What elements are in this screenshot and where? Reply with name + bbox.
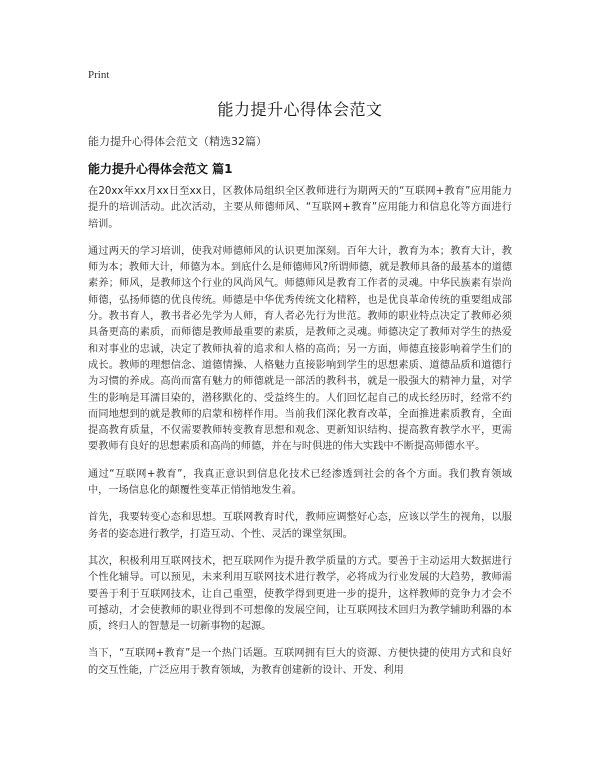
paragraph: 当下，“互联网+教育”是一个热门话题。互联网拥有巨大的资源、方便快捷的使用方式和良好的交互性能，广泛应用于教育领域，为教育创建新的设计、开发、利用 (88, 648, 512, 676)
paragraph: 首先，我要转变心态和思想。互联网教育时代，教师应调整好心态，应该以学生的视角，以服务者的姿态进行教学，打造互动、个性、灵活的课堂氛围。 (88, 512, 512, 540)
paragraph: 其次，积极利用互联网技术，把互联网作为提升教学质量的方式。要善于主动运用大数据进行个性化辅导。可以预见，未来利用互联网技术进行教学，必将成为行业发展的大趋势，教师需要善于利于互联网技术，让自己重塑，使教学得到更进一步的提升，这样教师的竞争力才会不可撼动，才会使教师的职业得到不可想像的发展空间，让互联网技术回归为教学辅助利器的本质，终归人的智慧是一切新事物的起源。 (88, 555, 512, 633)
paragraph: 在20xx年xx月xx日至xx日，区教体局组织全区教师进行为期两天的“互联网+教育”应用能力提升的培训活动。此次活动，主要从师德师风、“互联网+教育”应用能力和信息化等方面进行培训。 (88, 186, 512, 230)
document-body (88, 184, 512, 690)
print-label[interactable]: Print (88, 69, 110, 81)
paragraph: 通过“互联网+教育”，我真正意识到信息化技术已经渗透到社会的各个方面。我们教育领域中，一场信息化的颠覆性变革正悄悄地发生着。 (88, 468, 512, 497)
page-title: 能力提升心得体会范文 (217, 100, 383, 119)
document-subtitle: 能力提升心得体会范文（精选32篇） (88, 135, 267, 148)
paragraph: 通过两天的学习培训，使我对师德师风的认识更加深刻。百年大计，教育为本；教育大计，教师为本；教师大计，师德为本。到底什么是师德师风?所谓师德，就是教师具备的最基本的道德素养；师风，是教师这个行业的风尚风气。师德师风是教育工作者的灵魂。中华民族素有崇尚师德，弘扬师德的优良传统。师德是中华优秀传统文化精粹，也是优良革命传统的重要组成部分。教书育人，教书者必先学为人师，育人者必先行为世范。教师的职业特点决定了教师必须具备更高的素质，而师德是教师最重要的素质，是教师之灵魂。师德决定了教师对学生的热爱和对事业的忠诚，决定了教师执着的追求和人格的高尚；另一方面，师德直接影响着学生们的成长。教师的理想信念、道德情操、人格魅力直接影响到学生的思想素质、道德品质和道德行为习惯的养成。高尚而富有魅力的师德就是一部活的教科书，就是一股强大的精神力量，对学生的影响是耳濡目染的，潜移默化的、受益终生的。人们回忆起自己的成长经历时，经常不约而同地想到的就是教师的启蒙和榜样作用。当前我们深化教育改革，全面推进素质教育，全面提高教育质量，不仅需要教师转变教育思想和观念、更新知识结构、提高教育教学水平，更需要教师有良好的思想素质和高尚的师德，并在与时俱进的伟大实践中不断提高师德水平。 (88, 245, 512, 453)
section-heading: 能力提升心得体会范文 篇1 (88, 162, 233, 176)
